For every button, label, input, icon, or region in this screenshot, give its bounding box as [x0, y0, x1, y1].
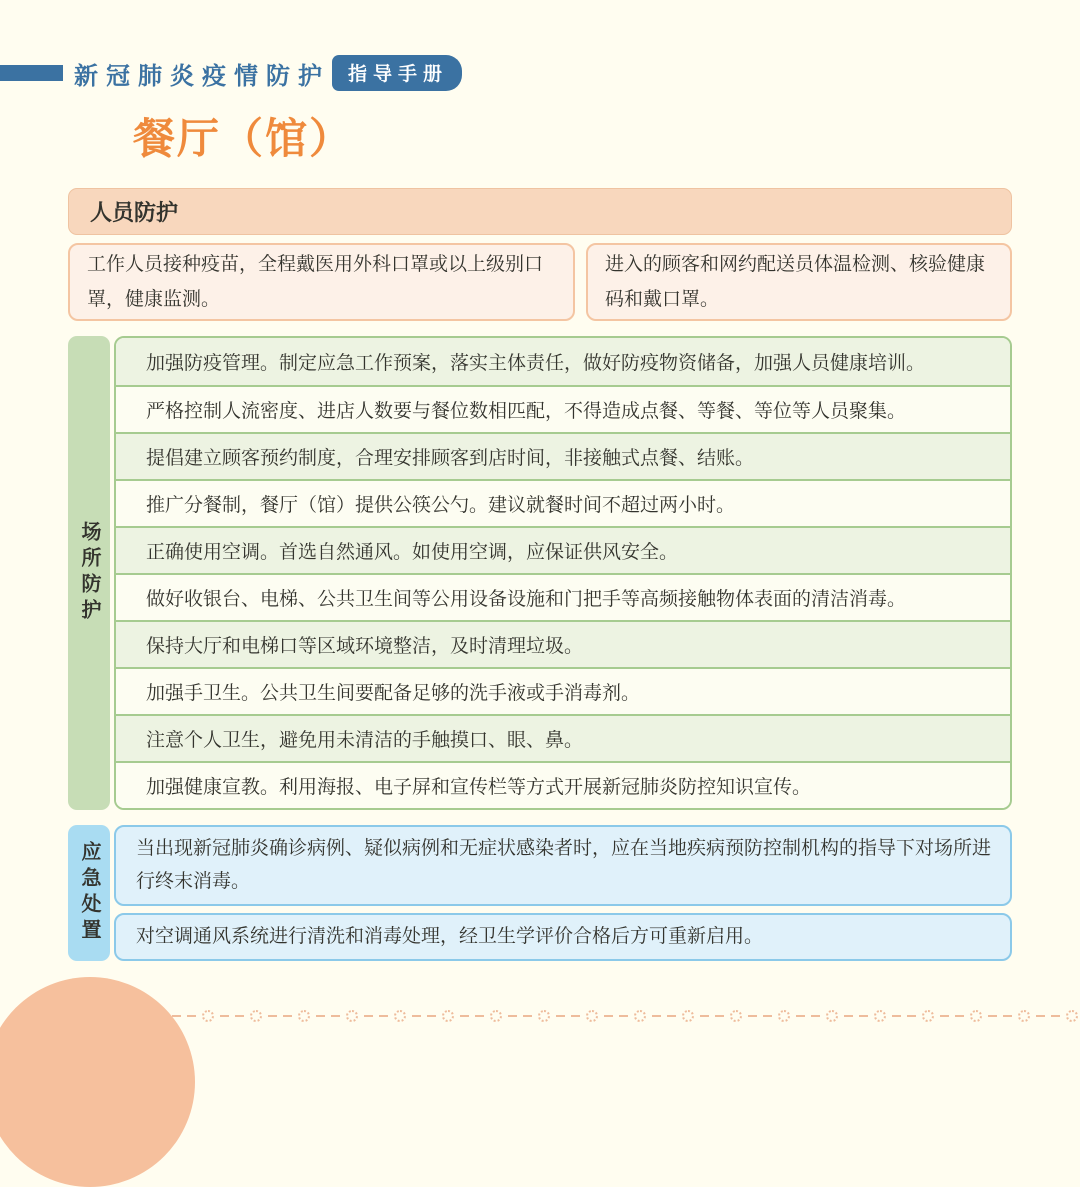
section-personnel-header: 人员防护: [68, 188, 1012, 235]
header-accent-bar: [0, 65, 63, 81]
venue-row: 加强防疫管理。制定应急工作预案，落实主体责任，做好防疫物资储备，加强人员健康培训。: [116, 338, 1010, 385]
handbook-badge: 指导手册: [332, 55, 462, 91]
venue-row: 推广分餐制，餐厅（馆）提供公筷公勺。建议就餐时间不超过两小时。: [116, 479, 1010, 526]
venue-row: 加强手卫生。公共卫生间要配备足够的洗手液或手消毒剂。: [116, 667, 1010, 714]
handbook-title: 新冠肺炎疫情防护: [74, 62, 330, 90]
dashed-divider-decoration: [172, 1008, 1080, 1023]
venue-row: 注意个人卫生，避免用未清洁的手触摸口、眼、鼻。: [116, 714, 1010, 761]
corner-circle-decoration: [0, 977, 195, 1187]
personnel-card: 工作人员接种疫苗，全程戴医用外科口罩或以上级别口罩，健康监测。: [68, 243, 575, 321]
page-header: [0, 55, 462, 91]
emergency-rows: [114, 825, 1012, 961]
venue-row: 保持大厅和电梯口等区域环境整洁，及时清理垃圾。: [116, 620, 1010, 667]
emergency-row: 当出现新冠肺炎确诊病例、疑似病例和无症状感染者时，应在当地疾病预防控制机构的指导下对场所进行终末消毒。: [114, 825, 1012, 906]
emergency-sidebar-label: 应急处置: [78, 841, 100, 946]
venue-rows: [114, 336, 1012, 810]
venue-row: 做好收银台、电梯、公共卫生间等公用设备设施和门把手等高频接触物体表面的清洁消毒。: [116, 573, 1010, 620]
emergency-row: 对空调通风系统进行清洗和消毒处理，经卫生学评价合格后方可重新启用。: [114, 913, 1012, 961]
venue-row: 正确使用空调。首选自然通风。如使用空调，应保证供风安全。: [116, 526, 1010, 573]
venue-row: 严格控制人流密度、进店人数要与餐位数相匹配，不得造成点餐、等餐、等位等人员聚集。: [116, 385, 1010, 432]
personnel-card: 进入的顾客和网约配送员体温检测、核验健康码和戴口罩。: [586, 243, 1012, 321]
section-emergency: [68, 825, 1012, 961]
venue-row: 加强健康宣教。利用海报、电子屏和宣传栏等方式开展新冠肺炎防控知识宣传。: [116, 761, 1010, 808]
content-area: [68, 188, 1012, 961]
venue-sidebar: [68, 336, 110, 810]
emergency-sidebar: [68, 825, 110, 961]
personnel-cards: [68, 243, 1012, 321]
venue-row: 提倡建立顾客预约制度，合理安排顾客到店时间，非接触式点餐、结账。: [116, 432, 1010, 479]
page-title: 餐厅（馆）: [133, 115, 354, 162]
section-venue: [68, 336, 1012, 810]
venue-sidebar-label: 场所防护: [78, 521, 100, 626]
